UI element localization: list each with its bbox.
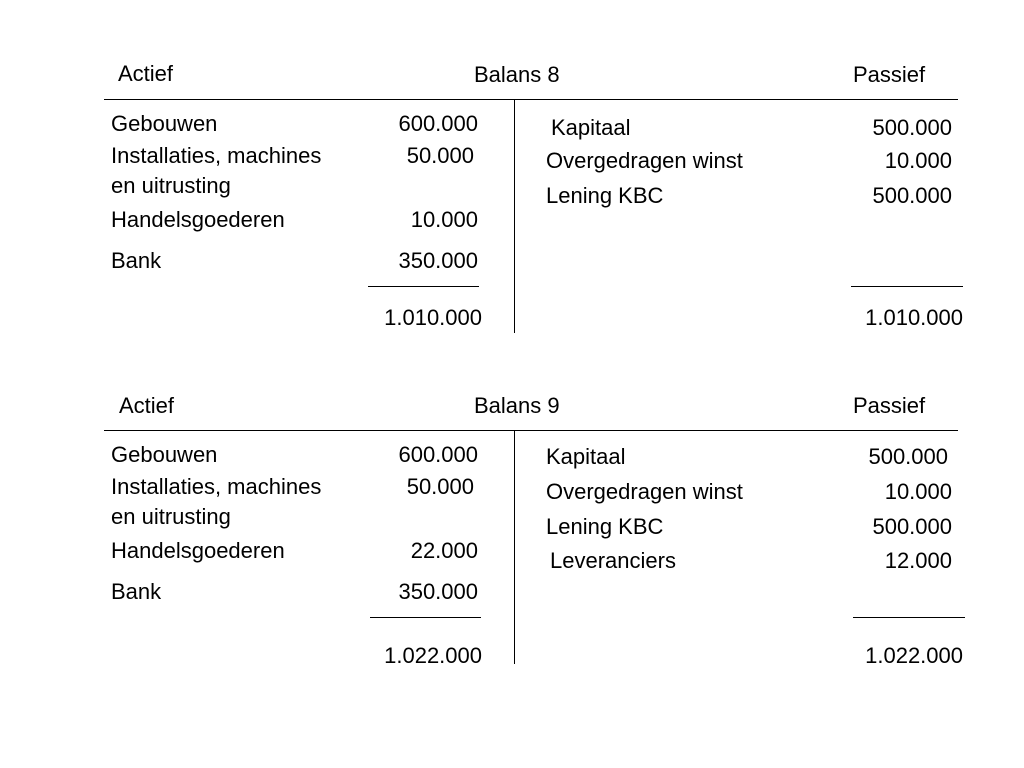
balans-9-activa-label-gebouwen: Gebouwen bbox=[111, 442, 218, 467]
balans-8-actief-header: Actief bbox=[118, 61, 174, 86]
balans-8-activa-value-bank: 350.000 bbox=[398, 248, 478, 273]
balans-9-passiva-value-leveranciers: 12.000 bbox=[884, 548, 952, 573]
balans-8-passief-header: Passief bbox=[853, 62, 926, 87]
balans-9-top-rule bbox=[104, 430, 958, 431]
balans-9-passiva-value-kapitaal: 500.000 bbox=[868, 444, 948, 469]
balans-9-passiva-label-kapitaal: Kapitaal bbox=[546, 444, 626, 469]
balans-8-passiva-sum-rule bbox=[851, 286, 963, 287]
balans-8-activa-value-installaties: 50.000 bbox=[406, 143, 474, 168]
balans-8-passiva-value-kapitaal: 500.000 bbox=[872, 115, 952, 140]
balans-8-passiva-label-overgedragen-winst: Overgedragen winst bbox=[546, 148, 743, 173]
balans-9-passiva-sum-rule bbox=[853, 617, 965, 618]
balans-9-actief-header: Actief bbox=[119, 393, 175, 418]
balans-8-passiva-value-overgedragen-winst: 10.000 bbox=[884, 148, 952, 173]
balans-8-passiva-label-kapitaal: Kapitaal bbox=[551, 115, 631, 140]
balans-8-passiva-total: 1.010.000 bbox=[865, 305, 963, 330]
balans-9-center-rule bbox=[514, 430, 515, 664]
balans-8-activa-sum-rule bbox=[368, 286, 479, 287]
balans-9-activa-label-bank: Bank bbox=[111, 579, 162, 604]
balans-8-activa-label-installaties-line1: Installaties, machines bbox=[111, 143, 322, 168]
balans-9-activa-total: 1.022.000 bbox=[384, 643, 482, 668]
balans-8-activa-total: 1.010.000 bbox=[384, 305, 482, 330]
balans-9-passiva-label-lening-kbc: Lening KBC bbox=[546, 514, 664, 539]
balans-9-activa-value-bank: 350.000 bbox=[398, 579, 478, 604]
balans-9-activa-value-handelsgoederen: 22.000 bbox=[410, 538, 478, 563]
balans-8-activa-label-handelsgoederen: Handelsgoederen bbox=[111, 207, 285, 232]
balans-9-passief-header: Passief bbox=[853, 393, 926, 418]
balans-8-title: Balans 8 bbox=[474, 62, 560, 87]
balans-9-activa-label-installaties-line2: en uitrusting bbox=[111, 504, 231, 529]
balans-9-activa-value-installaties: 50.000 bbox=[406, 474, 474, 499]
balans-8-activa-value-handelsgoederen: 10.000 bbox=[410, 207, 478, 232]
balans-8-top-rule bbox=[104, 99, 958, 100]
balans-8-activa-value-gebouwen: 600.000 bbox=[398, 111, 478, 136]
balans-9-activa-sum-rule bbox=[370, 617, 481, 618]
balans-8-activa-label-gebouwen: Gebouwen bbox=[111, 111, 218, 136]
balans-9-passiva-value-overgedragen-winst: 10.000 bbox=[884, 479, 952, 504]
balans-9-activa-label-handelsgoederen: Handelsgoederen bbox=[111, 538, 285, 563]
balans-9-passiva-value-lening-kbc: 500.000 bbox=[872, 514, 952, 539]
balans-8-activa-label-bank: Bank bbox=[111, 248, 162, 273]
balans-9-passiva-total: 1.022.000 bbox=[865, 643, 963, 668]
balans-8-passiva-label-lening-kbc: Lening KBC bbox=[546, 183, 664, 208]
balans-9-title: Balans 9 bbox=[474, 393, 560, 418]
balans-9-passiva-label-overgedragen-winst: Overgedragen winst bbox=[546, 479, 743, 504]
balans-9-activa-value-gebouwen: 600.000 bbox=[398, 442, 478, 467]
balans-8-passiva-value-lening-kbc: 500.000 bbox=[872, 183, 952, 208]
balans-9-passiva-label-leveranciers: Leveranciers bbox=[550, 548, 676, 573]
balans-8-center-rule bbox=[514, 99, 515, 333]
balans-8-activa-label-installaties-line2: en uitrusting bbox=[111, 173, 231, 198]
balans-9-activa-label-installaties-line1: Installaties, machines bbox=[111, 474, 322, 499]
